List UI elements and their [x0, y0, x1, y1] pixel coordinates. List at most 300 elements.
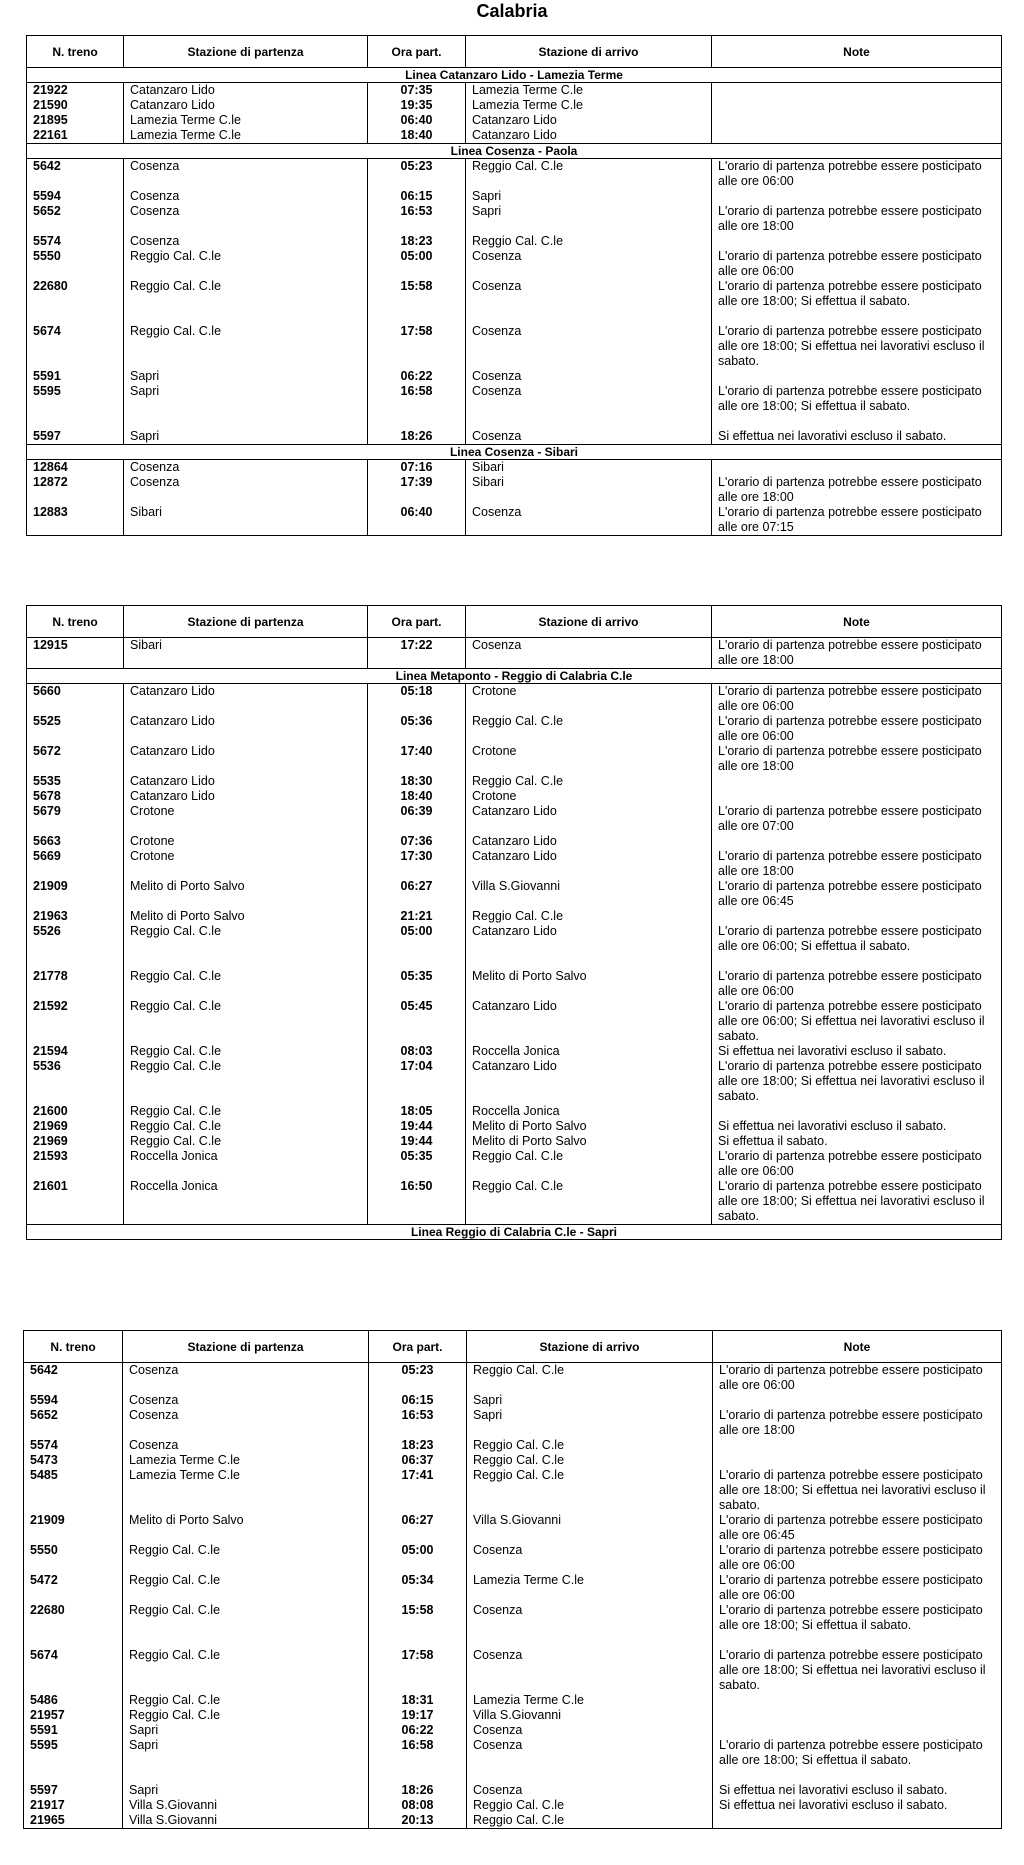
arrival-station: Lamezia Terme C.le	[466, 83, 712, 99]
train-number: 5525	[27, 714, 124, 744]
train-number: 5642	[24, 1363, 123, 1394]
departure-time: 05:00	[368, 924, 466, 969]
departure-station: Reggio Cal. C.le	[123, 1708, 369, 1723]
arrival-station: Reggio Cal. C.le	[466, 1149, 712, 1179]
arrival-station: Lamezia Terme C.le	[466, 98, 712, 113]
train-number: 5472	[24, 1573, 123, 1603]
table-row	[24, 1453, 1002, 1468]
note	[712, 98, 1002, 113]
note	[712, 774, 1002, 789]
section-title: Linea Reggio di Calabria C.le - Sapri	[27, 1225, 1002, 1240]
departure-time: 18:40	[368, 128, 466, 144]
table-row	[27, 714, 1002, 744]
departure-time: 05:18	[368, 684, 466, 715]
arrival-station: Crotone	[466, 789, 712, 804]
col-header-note: Note	[712, 36, 1002, 68]
table-row	[27, 279, 1002, 324]
departure-station: Cosenza	[124, 475, 368, 505]
departure-station: Melito di Porto Salvo	[123, 1513, 369, 1543]
departure-station: Sapri	[123, 1723, 369, 1738]
header-row	[27, 606, 1002, 638]
departure-time: 06:39	[368, 804, 466, 834]
departure-time: 17:58	[369, 1648, 467, 1693]
departure-station: Lamezia Terme C.le	[123, 1468, 369, 1513]
departure-station: Cosenza	[123, 1393, 369, 1408]
section-row	[27, 68, 1002, 83]
table-row	[24, 1573, 1002, 1603]
col-header-note: Note	[713, 1331, 1002, 1363]
table-row	[27, 849, 1002, 879]
arrival-station: Reggio Cal. C.le	[466, 714, 712, 744]
table-row	[27, 159, 1002, 190]
train-number: 21957	[24, 1708, 123, 1723]
train-number: 5674	[27, 324, 124, 369]
train-number: 5526	[27, 924, 124, 969]
arrival-station: Sibari	[466, 460, 712, 476]
arrival-station: Crotone	[466, 744, 712, 774]
arrival-station: Reggio Cal. C.le	[467, 1453, 713, 1468]
departure-station: Reggio Cal. C.le	[124, 1119, 368, 1134]
arrival-station: Cosenza	[467, 1648, 713, 1693]
col-header-arrival: Stazione di arrivo	[466, 606, 712, 638]
table-row	[27, 1119, 1002, 1134]
train-number: 5652	[24, 1408, 123, 1438]
departure-time: 05:35	[368, 1149, 466, 1179]
train-number: 22680	[24, 1603, 123, 1648]
note	[712, 369, 1002, 384]
train-number: 5486	[24, 1693, 123, 1708]
table-row	[24, 1438, 1002, 1453]
departure-station: Catanzaro Lido	[124, 83, 368, 99]
table-row	[27, 475, 1002, 505]
note: L'orario di partenza potrebbe essere posticipato alle ore 06:45	[712, 879, 1002, 909]
departure-station: Cosenza	[124, 159, 368, 190]
departure-station: Crotone	[124, 834, 368, 849]
arrival-station: Sapri	[467, 1408, 713, 1438]
note	[713, 1438, 1002, 1453]
timetable-2	[26, 605, 1002, 1240]
departure-time: 06:15	[368, 189, 466, 204]
arrival-station: Cosenza	[467, 1783, 713, 1798]
train-number: 5536	[27, 1059, 124, 1104]
departure-station: Reggio Cal. C.le	[123, 1603, 369, 1648]
departure-station: Catanzaro Lido	[124, 98, 368, 113]
note: L'orario di partenza potrebbe essere posticipato alle ore 06:00	[712, 714, 1002, 744]
train-number: 21592	[27, 999, 124, 1044]
col-header-time: Ora part.	[368, 606, 466, 638]
section-row	[27, 1225, 1002, 1240]
note: L'orario di partenza potrebbe essere posticipato alle ore 18:00	[713, 1408, 1002, 1438]
train-number: 21594	[27, 1044, 124, 1059]
train-number: 5660	[27, 684, 124, 715]
departure-time: 21:21	[368, 909, 466, 924]
train-number: 12915	[27, 638, 124, 669]
table-row	[27, 204, 1002, 234]
note: L'orario di partenza potrebbe essere posticipato alle ore 06:00; Si effettua nei lavorativi escluso il sabato.	[712, 999, 1002, 1044]
table-row	[24, 1648, 1002, 1693]
departure-time: 06:27	[369, 1513, 467, 1543]
departure-station: Lamezia Terme C.le	[123, 1453, 369, 1468]
note: Si effettua nei lavorativi escluso il sabato.	[713, 1783, 1002, 1798]
departure-station: Reggio Cal. C.le	[123, 1648, 369, 1693]
train-number: 21922	[27, 83, 124, 99]
train-number: 5595	[27, 384, 124, 429]
note: Si effettua nei lavorativi escluso il sabato.	[712, 1044, 1002, 1059]
departure-time: 17:58	[368, 324, 466, 369]
departure-station: Roccella Jonica	[124, 1179, 368, 1225]
departure-station: Reggio Cal. C.le	[124, 1044, 368, 1059]
departure-station: Reggio Cal. C.le	[124, 924, 368, 969]
departure-station: Crotone	[124, 849, 368, 879]
table-row	[24, 1513, 1002, 1543]
note: L'orario di partenza potrebbe essere posticipato alle ore 06:00	[712, 249, 1002, 279]
arrival-station: Melito di Porto Salvo	[466, 1119, 712, 1134]
note: L'orario di partenza potrebbe essere posticipato alle ore 18:00	[712, 638, 1002, 669]
departure-time: 06:22	[369, 1723, 467, 1738]
table-row	[27, 1134, 1002, 1149]
train-number: 21969	[27, 1119, 124, 1134]
note	[712, 83, 1002, 99]
arrival-station: Sibari	[466, 475, 712, 505]
departure-station: Reggio Cal. C.le	[124, 1104, 368, 1119]
table-row	[24, 1813, 1002, 1829]
arrival-station: Catanzaro Lido	[466, 924, 712, 969]
departure-station: Reggio Cal. C.le	[123, 1693, 369, 1708]
departure-station: Villa S.Giovanni	[123, 1798, 369, 1813]
departure-time: 06:15	[369, 1393, 467, 1408]
note: L'orario di partenza potrebbe essere posticipato alle ore 06:00	[712, 969, 1002, 999]
arrival-station: Reggio Cal. C.le	[466, 1179, 712, 1225]
departure-time: 17:04	[368, 1059, 466, 1104]
arrival-station: Lamezia Terme C.le	[467, 1573, 713, 1603]
note	[713, 1813, 1002, 1829]
arrival-station: Cosenza	[466, 324, 712, 369]
arrival-station: Villa S.Giovanni	[466, 879, 712, 909]
col-header-arrival: Stazione di arrivo	[466, 36, 712, 68]
arrival-station: Roccella Jonica	[466, 1044, 712, 1059]
train-number: 5652	[27, 204, 124, 234]
train-number: 22161	[27, 128, 124, 144]
departure-time: 05:34	[369, 1573, 467, 1603]
arrival-station: Reggio Cal. C.le	[467, 1363, 713, 1394]
arrival-station: Reggio Cal. C.le	[466, 234, 712, 249]
table-row	[24, 1393, 1002, 1408]
departure-station: Roccella Jonica	[124, 1149, 368, 1179]
departure-time: 17:39	[368, 475, 466, 505]
arrival-station: Villa S.Giovanni	[467, 1513, 713, 1543]
departure-station: Catanzaro Lido	[124, 684, 368, 715]
departure-time: 16:50	[368, 1179, 466, 1225]
arrival-station: Reggio Cal. C.le	[466, 159, 712, 190]
departure-station: Cosenza	[123, 1438, 369, 1453]
arrival-station: Roccella Jonica	[466, 1104, 712, 1119]
departure-station: Reggio Cal. C.le	[123, 1573, 369, 1603]
col-header-num: N. treno	[27, 36, 124, 68]
header-row	[24, 1331, 1002, 1363]
departure-station: Melito di Porto Salvo	[124, 879, 368, 909]
table-row	[24, 1708, 1002, 1723]
departure-time: 05:45	[368, 999, 466, 1044]
note: L'orario di partenza potrebbe essere posticipato alle ore 18:00	[712, 204, 1002, 234]
arrival-station: Cosenza	[466, 505, 712, 536]
col-header-departure: Stazione di partenza	[123, 1331, 369, 1363]
departure-station: Villa S.Giovanni	[123, 1813, 369, 1829]
departure-time: 19:17	[369, 1708, 467, 1723]
note: L'orario di partenza potrebbe essere posticipato alle ore 06:00	[713, 1573, 1002, 1603]
train-number: 21963	[27, 909, 124, 924]
col-header-note: Note	[712, 606, 1002, 638]
note: L'orario di partenza potrebbe essere posticipato alle ore 06:00; Si effettua il sabato.	[712, 924, 1002, 969]
arrival-station: Sapri	[466, 189, 712, 204]
timetable-3	[23, 1330, 1002, 1829]
note	[713, 1708, 1002, 1723]
table-row	[27, 789, 1002, 804]
note	[712, 460, 1002, 476]
section-title: Linea Cosenza - Sibari	[27, 445, 1002, 460]
section-row	[27, 144, 1002, 159]
table-row	[27, 879, 1002, 909]
col-header-time: Ora part.	[369, 1331, 467, 1363]
departure-station: Reggio Cal. C.le	[124, 969, 368, 999]
col-header-num: N. treno	[24, 1331, 123, 1363]
train-number: 21909	[24, 1513, 123, 1543]
table-row	[24, 1723, 1002, 1738]
departure-station: Reggio Cal. C.le	[124, 1059, 368, 1104]
train-number: 5535	[27, 774, 124, 789]
note: L'orario di partenza potrebbe essere posticipato alle ore 18:00; Si effettua nei lavorativi escluso il sabato.	[712, 324, 1002, 369]
departure-time: 17:30	[368, 849, 466, 879]
departure-time: 18:26	[368, 429, 466, 445]
train-number: 5669	[27, 849, 124, 879]
table-row	[24, 1693, 1002, 1708]
table-row	[27, 744, 1002, 774]
col-header-time: Ora part.	[368, 36, 466, 68]
departure-time: 16:53	[369, 1408, 467, 1438]
departure-time: 16:58	[368, 384, 466, 429]
note	[713, 1723, 1002, 1738]
section-row	[27, 669, 1002, 684]
train-number: 5594	[24, 1393, 123, 1408]
departure-time: 05:00	[368, 249, 466, 279]
departure-station: Sapri	[124, 369, 368, 384]
departure-station: Crotone	[124, 804, 368, 834]
departure-time: 17:22	[368, 638, 466, 669]
arrival-station: Cosenza	[466, 384, 712, 429]
train-number: 21917	[24, 1798, 123, 1813]
train-number: 5591	[27, 369, 124, 384]
arrival-station: Villa S.Giovanni	[467, 1708, 713, 1723]
departure-station: Cosenza	[124, 204, 368, 234]
table-row	[27, 969, 1002, 999]
table-row	[27, 128, 1002, 144]
table-row	[27, 1059, 1002, 1104]
departure-time: 07:35	[368, 83, 466, 99]
departure-station: Cosenza	[123, 1363, 369, 1394]
note: L'orario di partenza potrebbe essere posticipato alle ore 06:45	[713, 1513, 1002, 1543]
arrival-station: Catanzaro Lido	[466, 1059, 712, 1104]
table-row	[24, 1468, 1002, 1513]
table-row	[27, 1044, 1002, 1059]
table-row	[27, 909, 1002, 924]
note: Si effettua nei lavorativi escluso il sabato.	[712, 429, 1002, 445]
table-row	[27, 429, 1002, 445]
arrival-station: Cosenza	[466, 249, 712, 279]
table-row	[24, 1798, 1002, 1813]
train-number: 22680	[27, 279, 124, 324]
table-row	[24, 1543, 1002, 1573]
train-number: 21600	[27, 1104, 124, 1119]
note: L'orario di partenza potrebbe essere posticipato alle ore 18:00; Si effettua il sabato.	[713, 1603, 1002, 1648]
note: L'orario di partenza potrebbe essere posticipato alle ore 18:00; Si effettua nei lavorativi escluso il sabato.	[712, 1059, 1002, 1104]
departure-time: 07:16	[368, 460, 466, 476]
col-header-arrival: Stazione di arrivo	[467, 1331, 713, 1363]
col-header-departure: Stazione di partenza	[124, 606, 368, 638]
train-number: 5594	[27, 189, 124, 204]
departure-time: 06:40	[368, 113, 466, 128]
note: L'orario di partenza potrebbe essere posticipato alle ore 06:00	[712, 1149, 1002, 1179]
departure-station: Catanzaro Lido	[124, 714, 368, 744]
departure-time: 18:05	[368, 1104, 466, 1119]
table-row	[27, 234, 1002, 249]
note: L'orario di partenza potrebbe essere posticipato alle ore 06:00	[713, 1543, 1002, 1573]
train-number: 21965	[24, 1813, 123, 1829]
departure-time: 15:58	[368, 279, 466, 324]
note: L'orario di partenza potrebbe essere posticipato alle ore 18:00	[712, 849, 1002, 879]
train-number: 5663	[27, 834, 124, 849]
departure-time: 18:30	[368, 774, 466, 789]
arrival-station: Cosenza	[467, 1543, 713, 1573]
arrival-station: Melito di Porto Salvo	[466, 1134, 712, 1149]
departure-station: Reggio Cal. C.le	[124, 999, 368, 1044]
train-number: 5550	[27, 249, 124, 279]
note	[712, 789, 1002, 804]
train-number: 21593	[27, 1149, 124, 1179]
note: L'orario di partenza potrebbe essere posticipato alle ore 06:00	[712, 684, 1002, 715]
col-header-num: N. treno	[27, 606, 124, 638]
note: L'orario di partenza potrebbe essere posticipato alle ore 18:00; Si effettua il sabato.	[712, 279, 1002, 324]
header-row	[27, 36, 1002, 68]
departure-time: 07:36	[368, 834, 466, 849]
table-row	[27, 684, 1002, 715]
table-row	[24, 1603, 1002, 1648]
col-header-departure: Stazione di partenza	[124, 36, 368, 68]
arrival-station: Cosenza	[466, 638, 712, 669]
departure-station: Reggio Cal. C.le	[124, 249, 368, 279]
note: L'orario di partenza potrebbe essere posticipato alle ore 18:00; Si effettua il sabato.	[712, 384, 1002, 429]
note	[712, 234, 1002, 249]
departure-time: 19:44	[368, 1134, 466, 1149]
arrival-station: Melito di Porto Salvo	[466, 969, 712, 999]
table-row	[27, 384, 1002, 429]
departure-station: Cosenza	[124, 234, 368, 249]
note	[712, 113, 1002, 128]
table-row	[27, 999, 1002, 1044]
departure-station: Cosenza	[124, 189, 368, 204]
section-title: Linea Metaponto - Reggio di Calabria C.le	[27, 669, 1002, 684]
arrival-station: Cosenza	[467, 1603, 713, 1648]
departure-station: Sapri	[124, 429, 368, 445]
table-row	[27, 1179, 1002, 1225]
arrival-station: Reggio Cal. C.le	[467, 1798, 713, 1813]
train-number: 5473	[24, 1453, 123, 1468]
table-row	[27, 189, 1002, 204]
arrival-station: Reggio Cal. C.le	[466, 774, 712, 789]
arrival-station: Catanzaro Lido	[466, 113, 712, 128]
departure-station: Reggio Cal. C.le	[124, 1134, 368, 1149]
departure-station: Sapri	[124, 384, 368, 429]
arrival-station: Crotone	[466, 684, 712, 715]
table-row	[27, 324, 1002, 369]
departure-time: 06:37	[369, 1453, 467, 1468]
train-number: 21601	[27, 1179, 124, 1225]
arrival-station: Cosenza	[467, 1738, 713, 1783]
table-row	[27, 834, 1002, 849]
table-row	[27, 249, 1002, 279]
train-number: 5679	[27, 804, 124, 834]
table-row	[24, 1363, 1002, 1394]
train-number: 21909	[27, 879, 124, 909]
arrival-station: Catanzaro Lido	[466, 999, 712, 1044]
train-number: 21895	[27, 113, 124, 128]
departure-station: Melito di Porto Salvo	[124, 909, 368, 924]
table-row	[27, 774, 1002, 789]
train-number: 5642	[27, 159, 124, 190]
note	[713, 1693, 1002, 1708]
table-row	[24, 1783, 1002, 1798]
timetable-1	[26, 35, 1002, 536]
note: L'orario di partenza potrebbe essere posticipato alle ore 18:00	[712, 475, 1002, 505]
departure-station: Catanzaro Lido	[124, 789, 368, 804]
departure-time: 15:58	[369, 1603, 467, 1648]
arrival-station: Lamezia Terme C.le	[467, 1693, 713, 1708]
arrival-station: Cosenza	[467, 1723, 713, 1738]
arrival-station: Catanzaro Lido	[466, 128, 712, 144]
departure-time: 05:23	[369, 1363, 467, 1394]
table-row	[24, 1738, 1002, 1783]
note: Si effettua nei lavorativi escluso il sabato.	[712, 1119, 1002, 1134]
departure-time: 06:22	[368, 369, 466, 384]
train-number: 21969	[27, 1134, 124, 1149]
departure-time: 18:23	[369, 1438, 467, 1453]
departure-time: 20:13	[369, 1813, 467, 1829]
departure-time: 18:31	[369, 1693, 467, 1708]
arrival-station: Reggio Cal. C.le	[466, 909, 712, 924]
departure-time: 16:58	[369, 1738, 467, 1783]
arrival-station: Catanzaro Lido	[466, 834, 712, 849]
train-number: 12872	[27, 475, 124, 505]
departure-station: Lamezia Terme C.le	[124, 128, 368, 144]
note	[712, 189, 1002, 204]
table-row	[27, 369, 1002, 384]
departure-station: Sapri	[123, 1783, 369, 1798]
departure-time: 16:53	[368, 204, 466, 234]
table-row	[27, 83, 1002, 99]
table-row	[24, 1408, 1002, 1438]
departure-station: Lamezia Terme C.le	[124, 113, 368, 128]
train-number: 21590	[27, 98, 124, 113]
departure-station: Reggio Cal. C.le	[123, 1543, 369, 1573]
note	[712, 1104, 1002, 1119]
arrival-station: Reggio Cal. C.le	[467, 1813, 713, 1829]
note: L'orario di partenza potrebbe essere posticipato alle ore 07:15	[712, 505, 1002, 536]
train-number: 5597	[27, 429, 124, 445]
departure-station: Sapri	[123, 1738, 369, 1783]
departure-time: 05:36	[368, 714, 466, 744]
departure-time: 17:41	[369, 1468, 467, 1513]
train-number: 5574	[27, 234, 124, 249]
train-number: 5485	[24, 1468, 123, 1513]
table-row	[27, 460, 1002, 476]
